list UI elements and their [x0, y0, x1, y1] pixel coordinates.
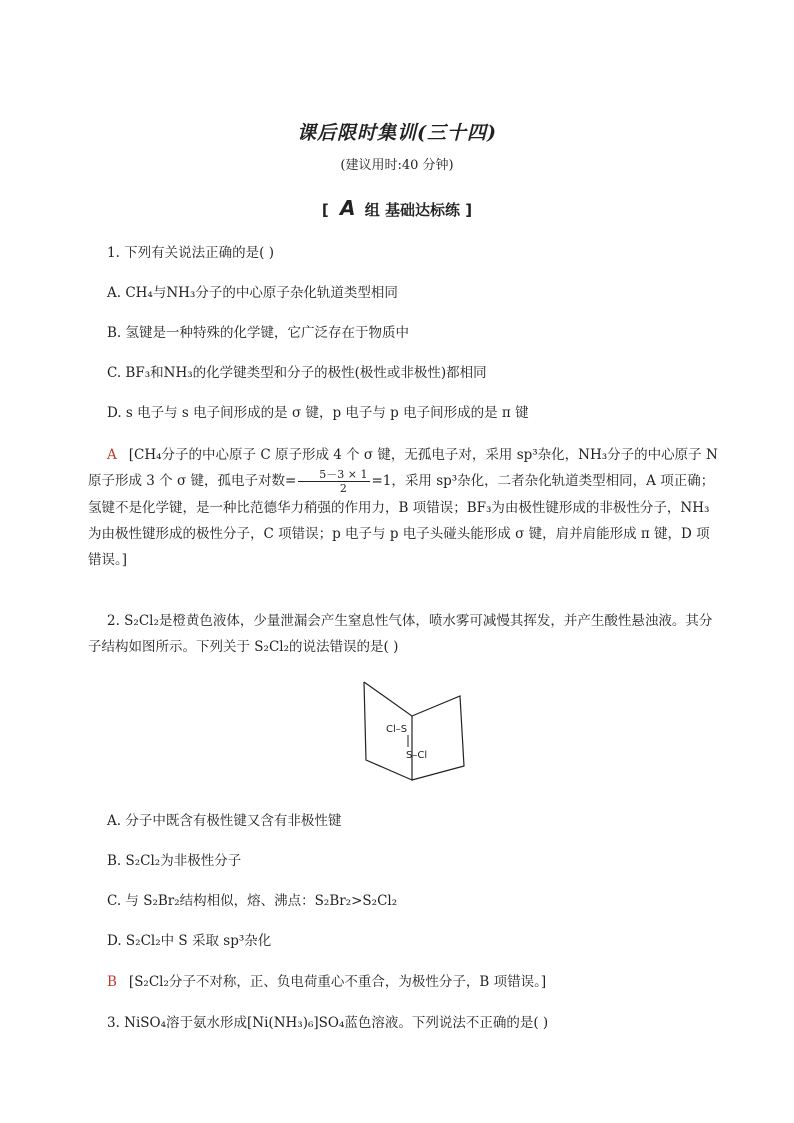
q2-option-d: D. S₂Cl₂中 S 采取 sp³杂化	[107, 933, 272, 949]
section-heading	[0, 196, 794, 220]
diagram-label-cl-s: Cl–S	[386, 724, 408, 735]
section-bracket-right: ]	[465, 201, 473, 219]
q3-stem: 3. NiSO₄溶于氨水形成[Ni(NH₃)₆]SO₄蓝色溶液。下列说法不正确的是( )	[107, 1015, 549, 1031]
q1-answer: A	[107, 447, 117, 463]
q2-answer: B	[107, 974, 117, 990]
q1-stem: 1. 下列有关说法正确的是( )	[107, 245, 274, 261]
q2-option-b: B. S₂Cl₂为非极性分子	[107, 853, 242, 869]
q1-option-a: A. CH₄与NH₃分子的中心原子杂化轨道类型相同	[107, 285, 398, 301]
q2-option-a: A. 分子中既含有极性键又含有非极性键	[107, 813, 342, 829]
q2-stem: 2. S₂Cl₂是橙黄色液体，少量泄漏会产生窒息性气体，喷水雾可减慢其挥发，并产生酸性悬浊液。其分子结构如图所示。下列关于 S₂Cl₂的说法错误的是( )	[88, 613, 713, 655]
q1-option-b: B. 氢键是一种特殊的化学键，它广泛存在于物质中	[107, 325, 410, 341]
fraction-denominator: 2	[339, 482, 347, 495]
page-title: 课后限时集训(三十四)	[297, 122, 497, 144]
q1-explanation-part1: [CH₄分子的中心原子 C 原子形成 4 个 σ 键，无孤电子对，采用 sp³杂化，NH₃分子的中心原子 N 原子形成 3 个 σ 键，孤电子对数=	[88, 447, 718, 489]
q2-explanation-text: [S₂Cl₂分子不对称，正、负电荷重心不重合，为极性分子，B 项错误。]	[128, 974, 547, 990]
molecule-structure-diagram	[360, 680, 470, 784]
q1-option-c: C. BF₃和NH₃的化学键类型和分子的极性(极性或非极性)都相同	[107, 365, 487, 381]
diagram-label-s-cl: S–Cl	[406, 750, 428, 761]
q1-explanation-part2: =1，采用 sp³杂化，二者杂化轨道类型相同，A 项正确；氢键不是化学键，是一种比范德华力稍强的作用力，B 项错误；BF₃为由极性键形成的非极性分子，NH₃为由极性键形成的极性分子，C 项错误；p 电子与 p 电子头碰头能形成 σ 键，肩并肩能形成 π 键，D 项错误。]	[88, 473, 715, 568]
q1-explanation	[88, 442, 718, 573]
q1-option-d: D. s 电子与 s 电子间形成的是 σ 键，p 电子与 p 电子间形成的是 π 键	[107, 405, 529, 421]
section-bracket-left: [	[321, 201, 329, 219]
fraction-numerator: 5－3 × 1	[298, 468, 369, 482]
page-subtitle: (建议用时:40 分钟)	[340, 158, 454, 173]
q2-explanation	[107, 971, 546, 993]
section-letter: A	[340, 196, 356, 220]
s2cl2-structure-svg	[360, 680, 470, 784]
q2-option-c: C. 与 S₂Br₂结构相似，熔、沸点：S₂Br₂>S₂Cl₂	[107, 893, 398, 909]
fraction	[298, 468, 369, 495]
section-text: 组 基础达标练	[364, 201, 460, 219]
